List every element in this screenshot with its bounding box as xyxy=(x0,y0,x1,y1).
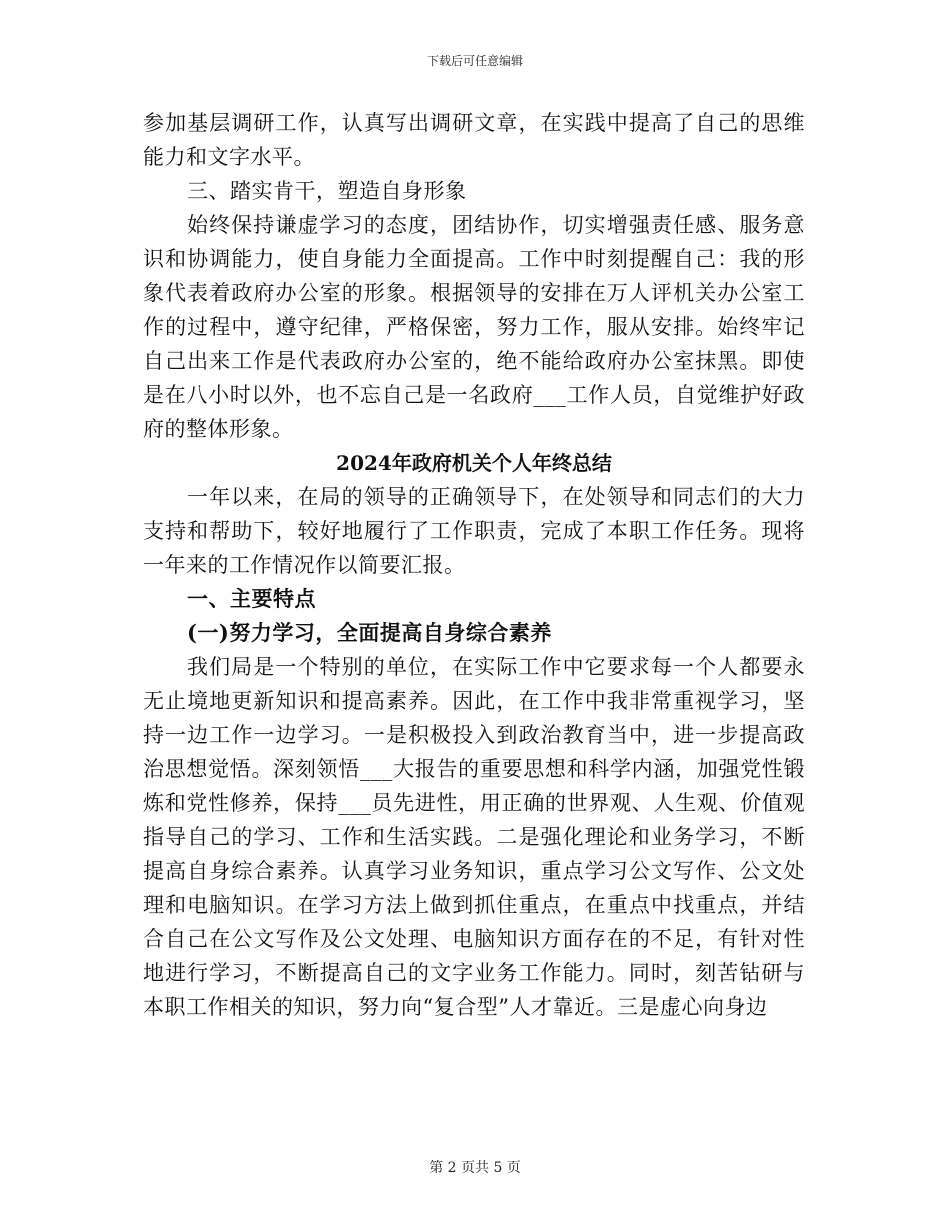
section-heading-1: 一、主要特点 xyxy=(187,586,316,611)
section-heading-3: 三、踏实肯干，塑造自身形象 xyxy=(187,179,467,203)
paragraph-study: 我们局是一个特别的单位，在实际工作中它要求每一个人都要永无止境地更新知识和提高素养。因此，在工作中我非常重视学习，坚持一边工作一边学习。一是积极投入到政治教育当中，进一步提高政治思想觉悟。深刻领悟___大报告的重要思想和科学内涵，加强党性锻炼和党性修养，保持___员先进性，用正确的世界观、人生观、价值观指导自己的学习、工作和生活实践。二是强化理论和业务学习，不断提高自身综合素养。认真学习业务知识，重点学习公文写作、公文处理和电脑知识。在学习方法上做到抓住重点，在重点中找重点，并结合自己在公文写作及公文处理、电脑知识方面存在的不足，有针对性地进行学习，不断提高自己的文字业务工作能力。同时，刻苦钻研与本职工作相关的知识，努力向“复合型”人才靠近。三是虚心向身边 xyxy=(143,655,805,1019)
page-footer: 第 2 页共 5 页 xyxy=(429,1160,521,1176)
paragraph-image: 始终保持谦虚学习的态度，团结协作，切实增强责任感、服务意识和协调能力，使自身能力全面提高。工作中时刻提醒自己：我的形象代表着政府办公室的形象。根据领导的安排在万人评机关办公室工作的过程中，遵守纪律，严格保密，努力工作，服从安排。始终牢记自己出来工作是代表政府办公室的，绝不能给政府办公室抹黑。即使是在八小时以外，也不忘自己是一名政府___工作人员，自觉维护好政府的整体形象。 xyxy=(143,213,805,441)
subsection-heading-1: (一)努力学习，全面提高自身综合素养 xyxy=(187,620,552,645)
document-body xyxy=(143,106,805,1024)
paragraph-intro: 一年以来，在局的领导的正确领导下，在处领导和同志们的大力支持和帮助下，较好地履行了工作职责，完成了本职工作任务。现将一年来的工作情况作以简要汇报。 xyxy=(143,485,805,577)
document-title: 2024年政府机关个人年终总结 xyxy=(336,451,612,475)
page-header: 下载后可任意编辑 xyxy=(426,54,523,68)
paragraph-research: 参加基层调研工作，认真写出调研文章，在实践中提高了自己的思维能力和文字水平。 xyxy=(143,111,805,169)
